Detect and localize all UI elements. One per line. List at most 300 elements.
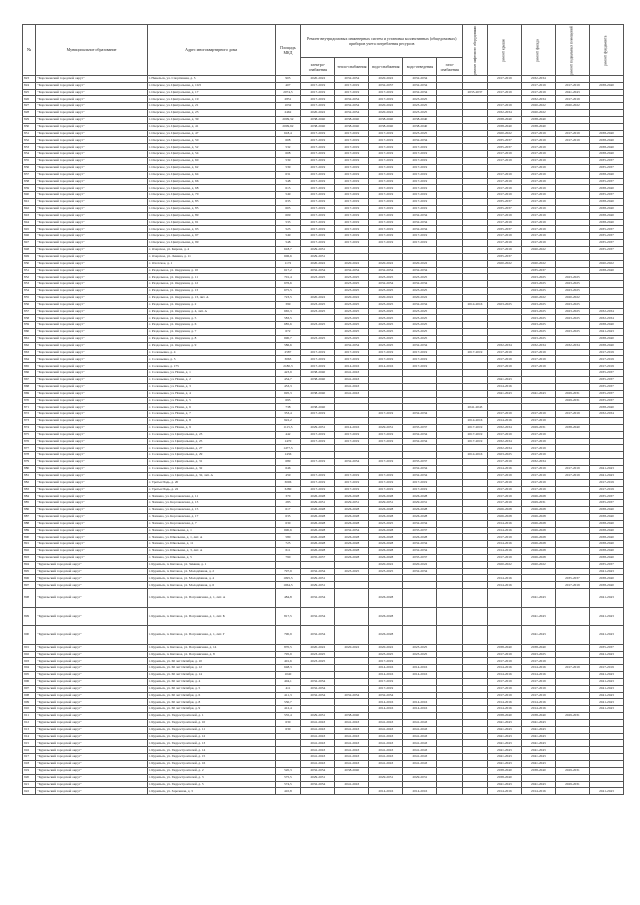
roof-cell: 2014-2016 bbox=[487, 699, 521, 706]
foundation-cell: 2017-2019 bbox=[589, 665, 623, 672]
heating-cell: 2038-2040 bbox=[335, 713, 369, 720]
sewer-cell bbox=[403, 575, 437, 582]
foundation-cell: 2035-2037 bbox=[589, 226, 623, 233]
elevator-cell bbox=[463, 281, 488, 288]
municipality-cell: "Корсаковский городской округ" bbox=[36, 308, 147, 315]
roof-cell: 2041-2043 bbox=[487, 740, 521, 747]
row-number: 857 bbox=[23, 308, 36, 315]
foundation-cell: 2041-2043 bbox=[589, 672, 623, 679]
heating-cell: 2017-2019 bbox=[335, 178, 369, 185]
municipality-cell: "Курильский городской округ" bbox=[36, 774, 147, 781]
elevator-cell bbox=[463, 164, 488, 171]
row-number: 850 bbox=[23, 260, 36, 267]
facade-cell: 2017-2019 bbox=[521, 356, 555, 363]
foundation-cell: 2035-2037 bbox=[589, 164, 623, 171]
gas-cell bbox=[437, 253, 463, 260]
water-cell: 2014-2016 bbox=[369, 706, 403, 713]
municipality-cell: "Курильский городской округ" bbox=[36, 781, 147, 788]
municipality-cell: "Корсаковский городской округ" bbox=[36, 158, 147, 165]
heating-cell bbox=[335, 658, 369, 665]
foundation-cell: 2038-2040 bbox=[589, 144, 623, 151]
electricity-cell: 2017-2019 bbox=[301, 96, 335, 103]
table-row bbox=[23, 151, 624, 158]
basement-cell bbox=[555, 719, 589, 726]
roof-cell: 2023-2025 bbox=[487, 301, 521, 308]
water-cell: 2041-2043 bbox=[369, 719, 403, 726]
elevator-cell bbox=[463, 158, 488, 165]
municipality-cell: "Корсаковский городской округ" bbox=[36, 103, 147, 110]
water-cell: 2017-2019 bbox=[369, 685, 403, 692]
sewer-cell: 2041-2043 bbox=[403, 754, 437, 761]
address-cell: с. Чапаево, ул. Школьная, д. 1, лит. А bbox=[147, 534, 275, 541]
roof-cell: 2017-2019 bbox=[487, 103, 521, 110]
elevator-cell bbox=[463, 575, 488, 582]
area-cell: 2180,3 bbox=[275, 363, 301, 370]
municipality-cell: "Корсаковский городской округ" bbox=[36, 342, 147, 349]
sewer-cell: 2026-2028 bbox=[403, 507, 437, 514]
elevator-cell bbox=[463, 589, 488, 608]
address-cell: г. Озерское, ул. Центральная, д. 97 bbox=[147, 233, 275, 240]
foundation-cell: 2041-2043 bbox=[589, 626, 623, 645]
heating-cell: 2017-2019 bbox=[335, 89, 369, 96]
facade-cell: 2020-2022 bbox=[521, 110, 555, 117]
foundation-cell: 2038-2040 bbox=[589, 171, 623, 178]
foundation-cell: 2038-2040 bbox=[589, 404, 623, 411]
electricity-cell: 2017-2019 bbox=[301, 158, 335, 165]
heating-cell bbox=[335, 411, 369, 418]
heating-cell: 2020-2022 bbox=[335, 294, 369, 301]
sewer-cell: 2023-2025 bbox=[403, 335, 437, 342]
roof-cell: 2014-2016 bbox=[487, 665, 521, 672]
sewer-cell: 2032-2034 bbox=[403, 438, 437, 445]
municipality-cell: "Корсаковский городской округ" bbox=[36, 479, 147, 486]
gas-cell bbox=[437, 761, 463, 768]
program-table-page bbox=[22, 24, 624, 882]
gas-cell bbox=[437, 342, 463, 349]
electricity-cell: 2038-2040 bbox=[301, 390, 335, 397]
facade-cell: 2017-2019 bbox=[521, 212, 555, 219]
row-number: 907 bbox=[23, 685, 36, 692]
address-cell: с. Раздольное, ул. Окружная, д. 9 bbox=[147, 342, 275, 349]
basement-cell: 2035-2037 bbox=[555, 575, 589, 582]
water-cell: 2041-2043 bbox=[369, 747, 403, 754]
row-number: 871 bbox=[23, 404, 36, 411]
heating-cell: 2017-2019 bbox=[335, 212, 369, 219]
municipality-cell: "Корсаковский городской округ" bbox=[36, 75, 147, 82]
basement-cell: 2023-2025 bbox=[555, 301, 589, 308]
sewer-cell: 2038-2040 bbox=[403, 123, 437, 130]
gas-cell bbox=[437, 356, 463, 363]
sewer-cell: 2032-2034 bbox=[403, 82, 437, 89]
elevator-cell bbox=[463, 534, 488, 541]
row-number: 844 bbox=[23, 219, 36, 226]
gas-cell bbox=[437, 308, 463, 315]
address-cell: г. Курильск, п. Китовое, ул. Пограничная, д. 1, лит. А bbox=[147, 589, 275, 608]
sewer-cell: 2029-2031 bbox=[403, 500, 437, 507]
electricity-cell: 2023-2025 bbox=[301, 308, 335, 315]
foundation-cell: 2041-2043 bbox=[589, 678, 623, 685]
heating-cell bbox=[335, 575, 369, 582]
address-cell: с. Чапаево, ул. Школьная, д. 1 bbox=[147, 527, 275, 534]
elevator-cell bbox=[463, 644, 488, 651]
foundation-cell: 2038-2040 bbox=[589, 541, 623, 548]
basement-cell bbox=[555, 431, 589, 438]
municipality-cell: "Курильский городской округ" bbox=[36, 713, 147, 720]
row-number: 882 bbox=[23, 479, 36, 486]
address-cell: г. Озерское, ул. Центральная, д. 60 bbox=[147, 158, 275, 165]
area-cell: 533 bbox=[275, 219, 301, 226]
sewer-cell: 2023-2025 bbox=[403, 315, 437, 322]
basement-cell bbox=[555, 349, 589, 356]
sewer-cell: 2017-2019 bbox=[403, 349, 437, 356]
roof-cell: 2038-2040 bbox=[487, 644, 521, 651]
area-cell: 635 bbox=[275, 199, 301, 206]
municipality-cell: "Корсаковский городской округ" bbox=[36, 349, 147, 356]
elevator-cell bbox=[463, 383, 488, 390]
facade-cell: 2023-2025 bbox=[521, 281, 555, 288]
water-cell: 2020-2022 bbox=[369, 561, 403, 568]
elevator-cell bbox=[463, 103, 488, 110]
elevator-cell bbox=[463, 288, 488, 295]
row-number: 834 bbox=[23, 151, 36, 158]
basement-cell: 2017-2019 bbox=[555, 82, 589, 89]
foundation-cell: 2038-2040 bbox=[589, 513, 623, 520]
electricity-cell: 2026-2028 bbox=[301, 507, 335, 514]
table-row bbox=[23, 171, 624, 178]
sewer-cell: 2017-2019 bbox=[403, 192, 437, 199]
area-cell: 617 bbox=[275, 507, 301, 514]
roof-cell: 2038-2040 bbox=[487, 767, 521, 774]
elevator-cell bbox=[463, 192, 488, 199]
elevator-cell: 2014-2016 bbox=[463, 452, 488, 459]
water-cell: 2038-2040 bbox=[369, 116, 403, 123]
electricity-cell bbox=[301, 397, 335, 404]
area-cell: 1115,5 bbox=[275, 424, 301, 431]
municipality-cell: "Корсаковский городской округ" bbox=[36, 246, 147, 253]
municipality-cell: "Корсаковский городской округ" bbox=[36, 424, 147, 431]
row-number: 902 bbox=[23, 651, 36, 658]
foundation-cell bbox=[589, 288, 623, 295]
roof-cell bbox=[487, 397, 521, 404]
heating-cell: 2020-2022 bbox=[335, 644, 369, 651]
row-number: 865 bbox=[23, 363, 36, 370]
table-row bbox=[23, 301, 624, 308]
elevator-cell bbox=[463, 651, 488, 658]
roof-cell: 2014-2016 bbox=[487, 527, 521, 534]
water-cell: 2017-2019 bbox=[369, 178, 403, 185]
municipality-cell: "Корсаковский городской округ" bbox=[36, 411, 147, 418]
municipality-cell: "Корсаковский городской округ" bbox=[36, 377, 147, 384]
roof-cell bbox=[487, 281, 521, 288]
basement-cell: 2038-2040 bbox=[555, 424, 589, 431]
heating-cell: 2032-2034 bbox=[335, 527, 369, 534]
foundation-cell: 2038-2040 bbox=[589, 137, 623, 144]
row-number: 914 bbox=[23, 733, 36, 740]
address-cell: г. Курильск, ул. Гидростроителей, д. 1 bbox=[147, 713, 275, 720]
roof-cell: 2032-2034 bbox=[487, 445, 521, 452]
table-row bbox=[23, 699, 624, 706]
elevator-cell bbox=[463, 788, 488, 795]
row-number: 909 bbox=[23, 699, 36, 706]
foundation-cell: 2038-2040 bbox=[589, 527, 623, 534]
elevator-cell bbox=[463, 568, 488, 575]
roof-cell: 2017-2019 bbox=[487, 651, 521, 658]
roof-cell: 2035-2037 bbox=[487, 226, 521, 233]
area-cell: 283 bbox=[275, 500, 301, 507]
table-row bbox=[23, 561, 624, 568]
address-cell: г. Курильск, ул. Гидростроителей, д. 16 bbox=[147, 761, 275, 768]
municipality-cell: "Корсаковский городской округ" bbox=[36, 185, 147, 192]
table-row bbox=[23, 267, 624, 274]
water-cell: 2017-2019 bbox=[369, 192, 403, 199]
water-cell: 2023-2025 bbox=[369, 568, 403, 575]
table-row bbox=[23, 520, 624, 527]
table-row bbox=[23, 719, 624, 726]
electricity-cell bbox=[301, 665, 335, 672]
row-number: 855 bbox=[23, 294, 36, 301]
address-cell: с. Раздольное, ул. Окружная, д. 7 bbox=[147, 329, 275, 336]
basement-cell: 2023-2025 bbox=[555, 281, 589, 288]
table-row bbox=[23, 240, 624, 247]
address-cell: с. Соловьевка, д. 175 bbox=[147, 363, 275, 370]
elevator-cell bbox=[463, 507, 488, 514]
address-cell: г. Курильск, п. Китовое, ул. Пограничная, д. 8 bbox=[147, 651, 275, 658]
gas-cell bbox=[437, 205, 463, 212]
table-row bbox=[23, 329, 624, 336]
area-cell: 675,5 bbox=[275, 288, 301, 295]
area-cell bbox=[275, 761, 301, 768]
electricity-cell bbox=[301, 329, 335, 336]
municipality-cell: "Корсаковский городской округ" bbox=[36, 486, 147, 493]
area-cell: 423,9 bbox=[275, 370, 301, 377]
electricity-cell: 2032-2034 bbox=[301, 589, 335, 608]
municipality-cell: "Курильский городской округ" bbox=[36, 685, 147, 692]
electricity-cell: 2029-2031 bbox=[301, 424, 335, 431]
water-cell: 2026-2028 bbox=[369, 626, 403, 645]
foundation-cell bbox=[589, 103, 623, 110]
table-row bbox=[23, 342, 624, 349]
heating-cell: 2017-2019 bbox=[335, 226, 369, 233]
area-cell: 523 bbox=[275, 226, 301, 233]
heating-cell: 2032-2034 bbox=[335, 459, 369, 466]
basement-cell bbox=[555, 761, 589, 768]
electricity-cell bbox=[301, 699, 335, 706]
gas-cell bbox=[437, 281, 463, 288]
gas-cell bbox=[437, 246, 463, 253]
row-number: 864 bbox=[23, 356, 36, 363]
elevator-cell bbox=[463, 685, 488, 692]
elevator-cell bbox=[463, 260, 488, 267]
row-number: 827 bbox=[23, 103, 36, 110]
foundation-cell bbox=[589, 424, 623, 431]
gas-cell bbox=[437, 452, 463, 459]
row-number: 890 bbox=[23, 534, 36, 541]
foundation-cell bbox=[589, 294, 623, 301]
basement-cell: 2017-2019 bbox=[555, 465, 589, 472]
heating-cell: 2017-2019 bbox=[335, 199, 369, 206]
heating-cell bbox=[335, 672, 369, 679]
facade-cell: 2041-2043 bbox=[521, 761, 555, 768]
water-cell: 2041-2043 bbox=[369, 761, 403, 768]
electricity-cell: 2017-2019 bbox=[301, 233, 335, 240]
foundation-cell bbox=[589, 96, 623, 103]
roof-cell: 2014-2016 bbox=[487, 575, 521, 582]
row-number: 897 bbox=[23, 582, 36, 589]
gas-cell bbox=[437, 575, 463, 582]
address-cell: с. Соловьевка, ул. Новая, д. 2 bbox=[147, 377, 275, 384]
foundation-cell: 2038-2040 bbox=[589, 554, 623, 561]
foundation-cell: 2038-2040 bbox=[589, 212, 623, 219]
row-number: 856 bbox=[23, 301, 36, 308]
water-cell: 2017-2019 bbox=[369, 164, 403, 171]
roof-cell bbox=[487, 404, 521, 411]
municipality-cell: "Корсаковский городской округ" bbox=[36, 513, 147, 520]
heating-cell bbox=[335, 418, 369, 425]
water-cell: 2026-2028 bbox=[369, 534, 403, 541]
address-cell: г. Курильск, ул. Гидростроителей, д. 12 bbox=[147, 733, 275, 740]
address-cell: с. Чапаево, ул. Корсаковская, д. 11 bbox=[147, 493, 275, 500]
facade-cell: 2038-2040 bbox=[521, 713, 555, 720]
elevator-cell bbox=[463, 130, 488, 137]
facade-cell: 2041-2043 bbox=[521, 740, 555, 747]
roof-cell: 2017-2019 bbox=[487, 212, 521, 219]
row-number: 873 bbox=[23, 418, 36, 425]
table-row bbox=[23, 349, 624, 356]
address-cell: с. Соловьевка, ул. Центральная, д. 32, лит. А bbox=[147, 472, 275, 479]
sewer-cell: 2032-2034 bbox=[403, 137, 437, 144]
sewer-cell: 2026-2028 bbox=[403, 513, 437, 520]
basement-cell bbox=[555, 233, 589, 240]
facade-cell: 2026-2028 bbox=[521, 548, 555, 555]
elevator-cell bbox=[463, 267, 488, 274]
water-cell: 2023-2025 bbox=[369, 301, 403, 308]
electricity-cell: 2017-2019 bbox=[301, 103, 335, 110]
roof-cell bbox=[487, 288, 521, 295]
electricity-cell bbox=[301, 281, 335, 288]
row-number: 879 bbox=[23, 459, 36, 466]
address-cell: г. Озерское, ул. Центральная, д. 47 bbox=[147, 130, 275, 137]
row-number: 880 bbox=[23, 465, 36, 472]
facade-cell: 2041-2043 bbox=[521, 747, 555, 754]
electricity-cell: 2020-2022 bbox=[301, 260, 335, 267]
foundation-cell: 2035-2037 bbox=[589, 158, 623, 165]
facade-cell: 2017-2019 bbox=[521, 465, 555, 472]
heating-cell: 2032-2034 bbox=[335, 75, 369, 82]
row-number: 878 bbox=[23, 452, 36, 459]
gas-cell bbox=[437, 658, 463, 665]
heating-cell bbox=[335, 452, 369, 459]
elevator-cell bbox=[463, 500, 488, 507]
table-row bbox=[23, 335, 624, 342]
sewer-cell: 2032-2034 bbox=[403, 342, 437, 349]
row-number: 823 bbox=[23, 75, 36, 82]
heating-cell: 2017-2019 bbox=[335, 164, 369, 171]
facade-cell: 2017-2019 bbox=[521, 452, 555, 459]
roof-cell: 2017-2019 bbox=[487, 240, 521, 247]
municipality-cell: "Курильский городской округ" bbox=[36, 644, 147, 651]
elevator-cell bbox=[463, 713, 488, 720]
water-cell: 2017-2019 bbox=[369, 96, 403, 103]
sewer-cell: 2017-2019 bbox=[403, 164, 437, 171]
municipality-cell: "Корсаковский городской округ" bbox=[36, 212, 147, 219]
electricity-cell: 2041-2043 bbox=[301, 754, 335, 761]
basement-cell bbox=[555, 383, 589, 390]
facade-cell: 2017-2019 bbox=[521, 192, 555, 199]
row-number: 874 bbox=[23, 424, 36, 431]
municipality-cell: "Корсаковский городской округ" bbox=[36, 404, 147, 411]
heating-cell: 2032-2034 bbox=[335, 103, 369, 110]
facade-cell: 2017-2019 bbox=[521, 82, 555, 89]
electricity-cell: 2026-2028 bbox=[301, 527, 335, 534]
table-row bbox=[23, 212, 624, 219]
address-cell: г. Курильск, п. Китовое, ул. Молодёжная, д. 2 bbox=[147, 568, 275, 575]
gas-cell bbox=[437, 493, 463, 500]
table-row bbox=[23, 205, 624, 212]
elevator-cell bbox=[463, 253, 488, 260]
foundation-cell: 2038-2040 bbox=[589, 185, 623, 192]
table-row bbox=[23, 445, 624, 452]
electricity-cell bbox=[301, 452, 335, 459]
basement-cell bbox=[555, 144, 589, 151]
electricity-cell: 2017-2019 bbox=[301, 472, 335, 479]
gas-cell bbox=[437, 554, 463, 561]
row-number: 885 bbox=[23, 500, 36, 507]
basement-cell bbox=[555, 253, 589, 260]
table-row bbox=[23, 658, 624, 665]
roof-cell: 2017-2019 bbox=[487, 431, 521, 438]
basement-cell: 2017-2019 bbox=[555, 96, 589, 103]
electricity-cell bbox=[301, 418, 335, 425]
heating-cell bbox=[335, 582, 369, 589]
table-row bbox=[23, 740, 624, 747]
basement-cell bbox=[555, 706, 589, 713]
basement-cell bbox=[555, 260, 589, 267]
address-cell: с. Раздольное, ул. Окружная, д. 11 bbox=[147, 274, 275, 281]
sewer-cell: 2017-2019 bbox=[403, 356, 437, 363]
sewer-cell: 2032-2034 bbox=[403, 541, 437, 548]
heating-cell: 2023-2025 bbox=[335, 329, 369, 336]
address-cell: г. Курильск, ул. Гидростроителей, д. 15 bbox=[147, 754, 275, 761]
address-cell: г. Курильск, ул. 60 лет Октября, д. 10 bbox=[147, 658, 275, 665]
gas-cell bbox=[437, 212, 463, 219]
gas-cell bbox=[437, 82, 463, 89]
foundation-cell bbox=[589, 418, 623, 425]
basement-cell: 2023-2025 bbox=[555, 329, 589, 336]
table-row bbox=[23, 390, 624, 397]
electricity-cell: 2029-2031 bbox=[301, 582, 335, 589]
facade-cell: 2026-2028 bbox=[521, 554, 555, 561]
table-row bbox=[23, 507, 624, 514]
roof-cell: 2038-2040 bbox=[487, 713, 521, 720]
foundation-cell: 2032-2034 bbox=[589, 308, 623, 315]
facade-cell bbox=[521, 377, 555, 384]
foundation-cell: 2038-2040 bbox=[589, 205, 623, 212]
heating-cell: 2023-2025 bbox=[335, 322, 369, 329]
municipality-cell: "Корсаковский городской округ" bbox=[36, 541, 147, 548]
area-cell: 676,6 bbox=[275, 281, 301, 288]
row-number: 830 bbox=[23, 123, 36, 130]
electricity-cell: 2029-2031 bbox=[301, 246, 335, 253]
table-row bbox=[23, 110, 624, 117]
water-cell: 2023-2025 bbox=[369, 315, 403, 322]
area-cell: 790 bbox=[275, 554, 301, 561]
roof-cell bbox=[487, 96, 521, 103]
sewer-cell bbox=[403, 658, 437, 665]
sewer-cell bbox=[403, 418, 437, 425]
municipality-cell: "Курильский городской округ" bbox=[36, 575, 147, 582]
facade-cell: 2026-2028 bbox=[521, 541, 555, 548]
heating-cell bbox=[335, 651, 369, 658]
